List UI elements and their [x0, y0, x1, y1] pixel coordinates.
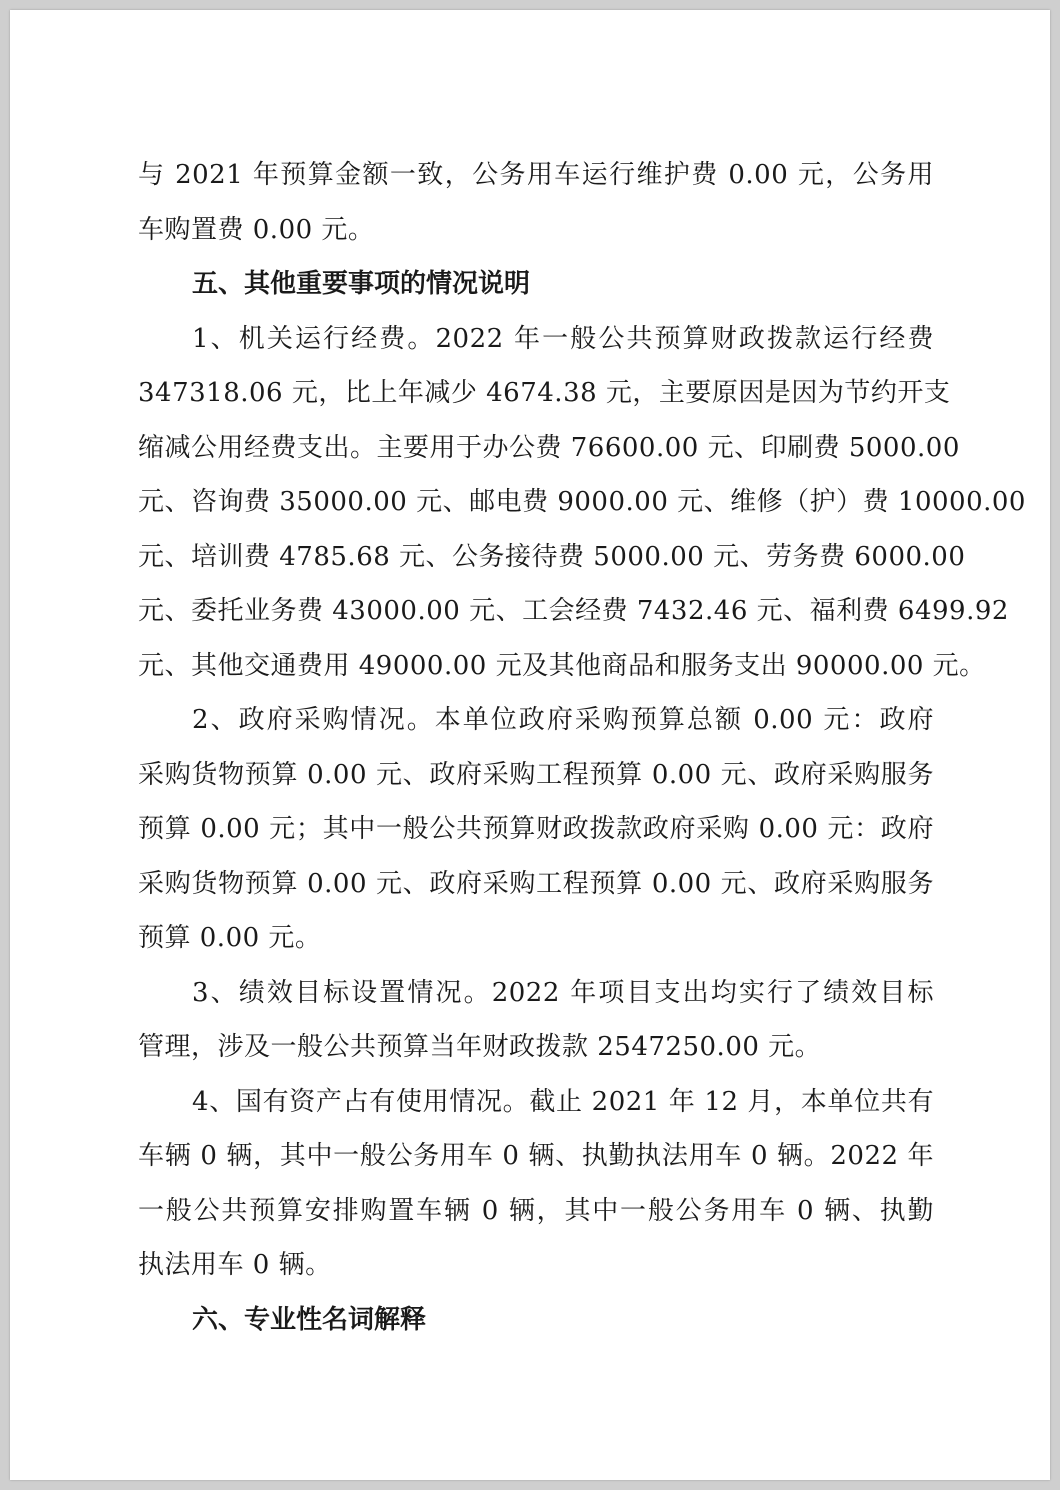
text-line: 采购货物预算 0.00 元、政府采购工程预算 0.00 元、政府采购服务 [138, 759, 934, 790]
text-line: 执法用车 0 辆。 [138, 1250, 332, 1280]
text-line: 车购置费 0.00 元。 [138, 214, 375, 245]
text-line: 2、政府采购情况。本单位政府采购预算总额 0.00 元：政府 [192, 705, 934, 735]
text-line: 管理，涉及一般公共预算当年财政拨款 2547250.00 元。 [138, 1032, 822, 1062]
text-line: 采购货物预算 0.00 元、政府采购工程预算 0.00 元、政府采购服务 [138, 868, 934, 899]
text-line: 3、绩效目标设置情况。2022 年项目支出均实行了绩效目标 [192, 977, 934, 1008]
text-line: 1、机关运行经费。2022 年一般公共预算财政拨款运行经费 [192, 323, 934, 354]
text-line: 元、委托业务费 43000.00 元、工会经费 7432.46 元、福利费 6499.92 [138, 596, 1009, 626]
document-body [138, 148, 1026, 1347]
document-page [10, 10, 1050, 1480]
text-line: 预算 0.00 元；其中一般公共预算财政拨款政府采购 0.00 元：政府 [138, 814, 934, 844]
text-line: 元、咨询费 35000.00 元、邮电费 9000.00 元、维修（护）费 10000.00 [138, 487, 1026, 517]
text-line: 与 2021 年预算金额一致，公务用车运行维护费 0.00 元，公务用 [138, 160, 934, 190]
text-line: 347318.06 元，比上年减少 4674.38 元，主要原因是因为节约开支 [138, 378, 951, 408]
text-line: 4、国有资产占有使用情况。截止 2021 年 12 月，本单位共有 [192, 1086, 934, 1117]
text-line: 一般公共预算安排购置车辆 0 辆，其中一般公务用车 0 辆、执勤 [138, 1195, 934, 1226]
text-line: 车辆 0 辆，其中一般公务用车 0 辆、执勤执法用车 0 辆。2022 年 [138, 1141, 934, 1171]
text-line: 元、其他交通费用 49000.00 元及其他商品和服务支出 90000.00 元。 [138, 650, 986, 681]
section-heading: 五、其他重要事项的情况说明 [192, 269, 531, 299]
section-heading: 六、专业性名词解释 [192, 1304, 427, 1335]
text-line: 缩减公用经费支出。主要用于办公费 76600.00 元、印刷费 5000.00 [138, 432, 960, 463]
text-line: 元、培训费 4785.68 元、公务接待费 5000.00 元、劳务费 6000.00 [138, 541, 966, 572]
text-line: 预算 0.00 元。 [138, 923, 322, 953]
